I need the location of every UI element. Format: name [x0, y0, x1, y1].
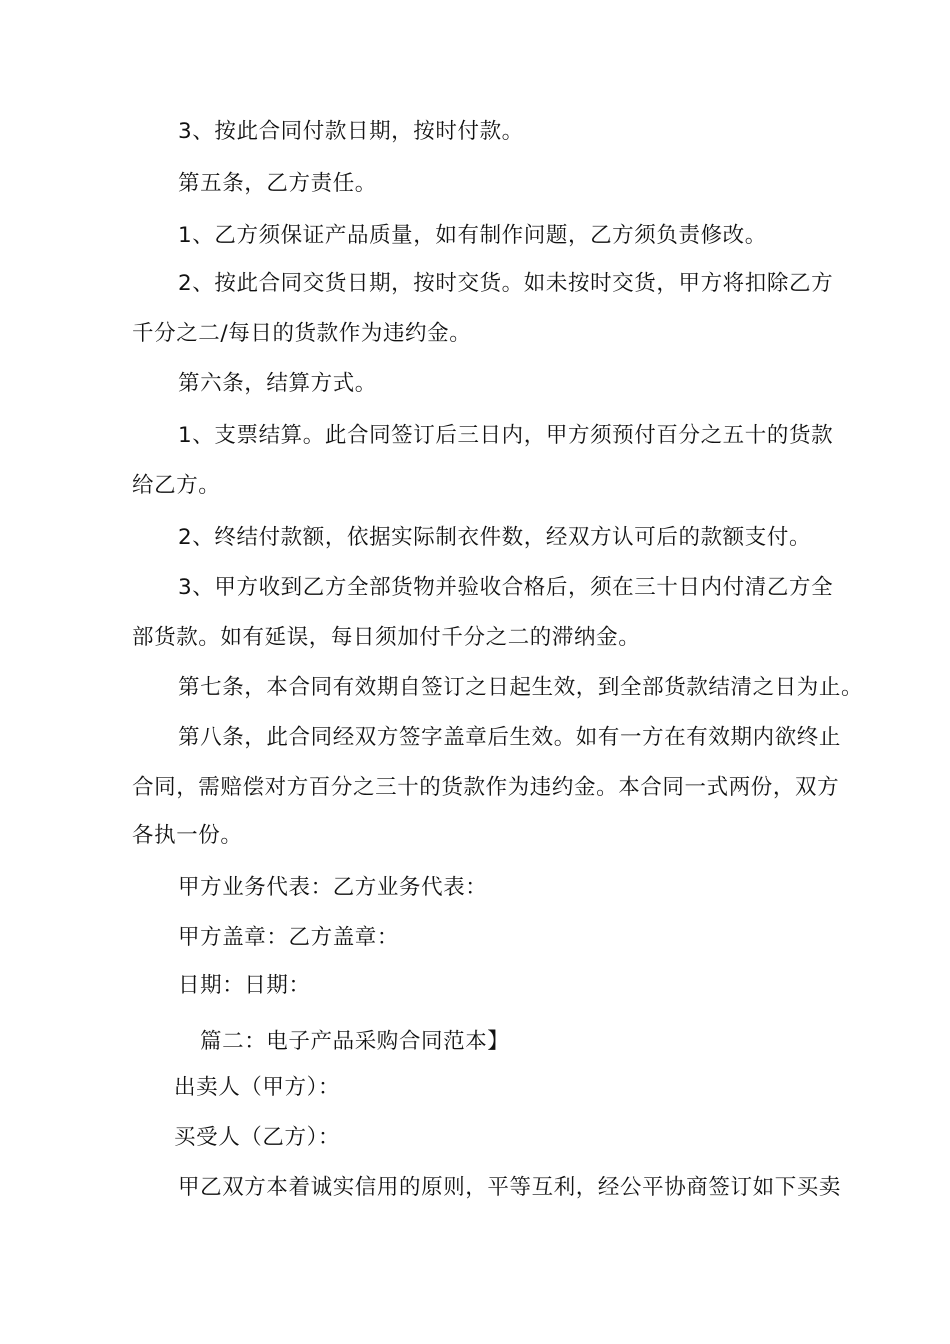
clause-5-item-2: 2、按此合同交货日期，按时交货。如未按时交货，甲方将扣除乙方	[178, 271, 834, 296]
article-5-heading: 第五条，乙方责任。	[178, 171, 377, 196]
buyer-party: 买受人（乙方）：	[174, 1125, 341, 1150]
preamble: 甲乙双方本着诚实信用的原则，平等互利，经公平协商签订如下买卖	[178, 1175, 842, 1200]
clause-5-item-2-cont: 千分之二/每日的货款作为违约金。	[132, 321, 472, 346]
clause-6-item-2: 2、终结付款额，依据实际制衣件数，经双方认可后的款额支付。	[178, 525, 812, 550]
section-2-title: 篇二：电子产品采购合同范本】	[200, 1029, 510, 1054]
article-6-heading: 第六条，结算方式。	[178, 371, 377, 396]
signature-seals: 甲方盖章：乙方盖章：	[178, 925, 400, 950]
clause-4-item-3: 3、按此合同付款日期，按时付款。	[178, 119, 524, 144]
clause-6-item-1: 1、支票结算。此合同签订后三日内，甲方须预付百分之五十的货款	[178, 423, 834, 448]
signature-dates: 日期：日期：	[178, 973, 311, 998]
article-8-cont-2: 各执一份。	[132, 823, 243, 848]
seller-party: 出卖人（甲方）：	[174, 1075, 341, 1100]
clause-6-item-3-cont: 部货款。如有延误，每日须加付千分之二的滞纳金。	[132, 625, 641, 650]
clause-5-item-1: 1、乙方须保证产品质量，如有制作问题，乙方须负责修改。	[178, 223, 767, 248]
article-7: 第七条，本合同有效期自签订之日起生效，到全部货款结清之日为止。	[178, 675, 864, 700]
signature-representatives: 甲方业务代表：乙方业务代表：	[178, 875, 488, 900]
article-8-cont-1: 合同，需赔偿对方百分之三十的货款作为违约金。本合同一式两份，双方	[132, 775, 840, 800]
clause-6-item-3: 3、甲方收到乙方全部货物并验收合格后，须在三十日内付清乙方全	[178, 575, 834, 600]
clause-6-item-1-cont: 给乙方。	[132, 473, 221, 498]
article-8: 第八条，此合同经双方签字盖章后生效。如有一方在有效期内欲终止	[178, 725, 842, 750]
